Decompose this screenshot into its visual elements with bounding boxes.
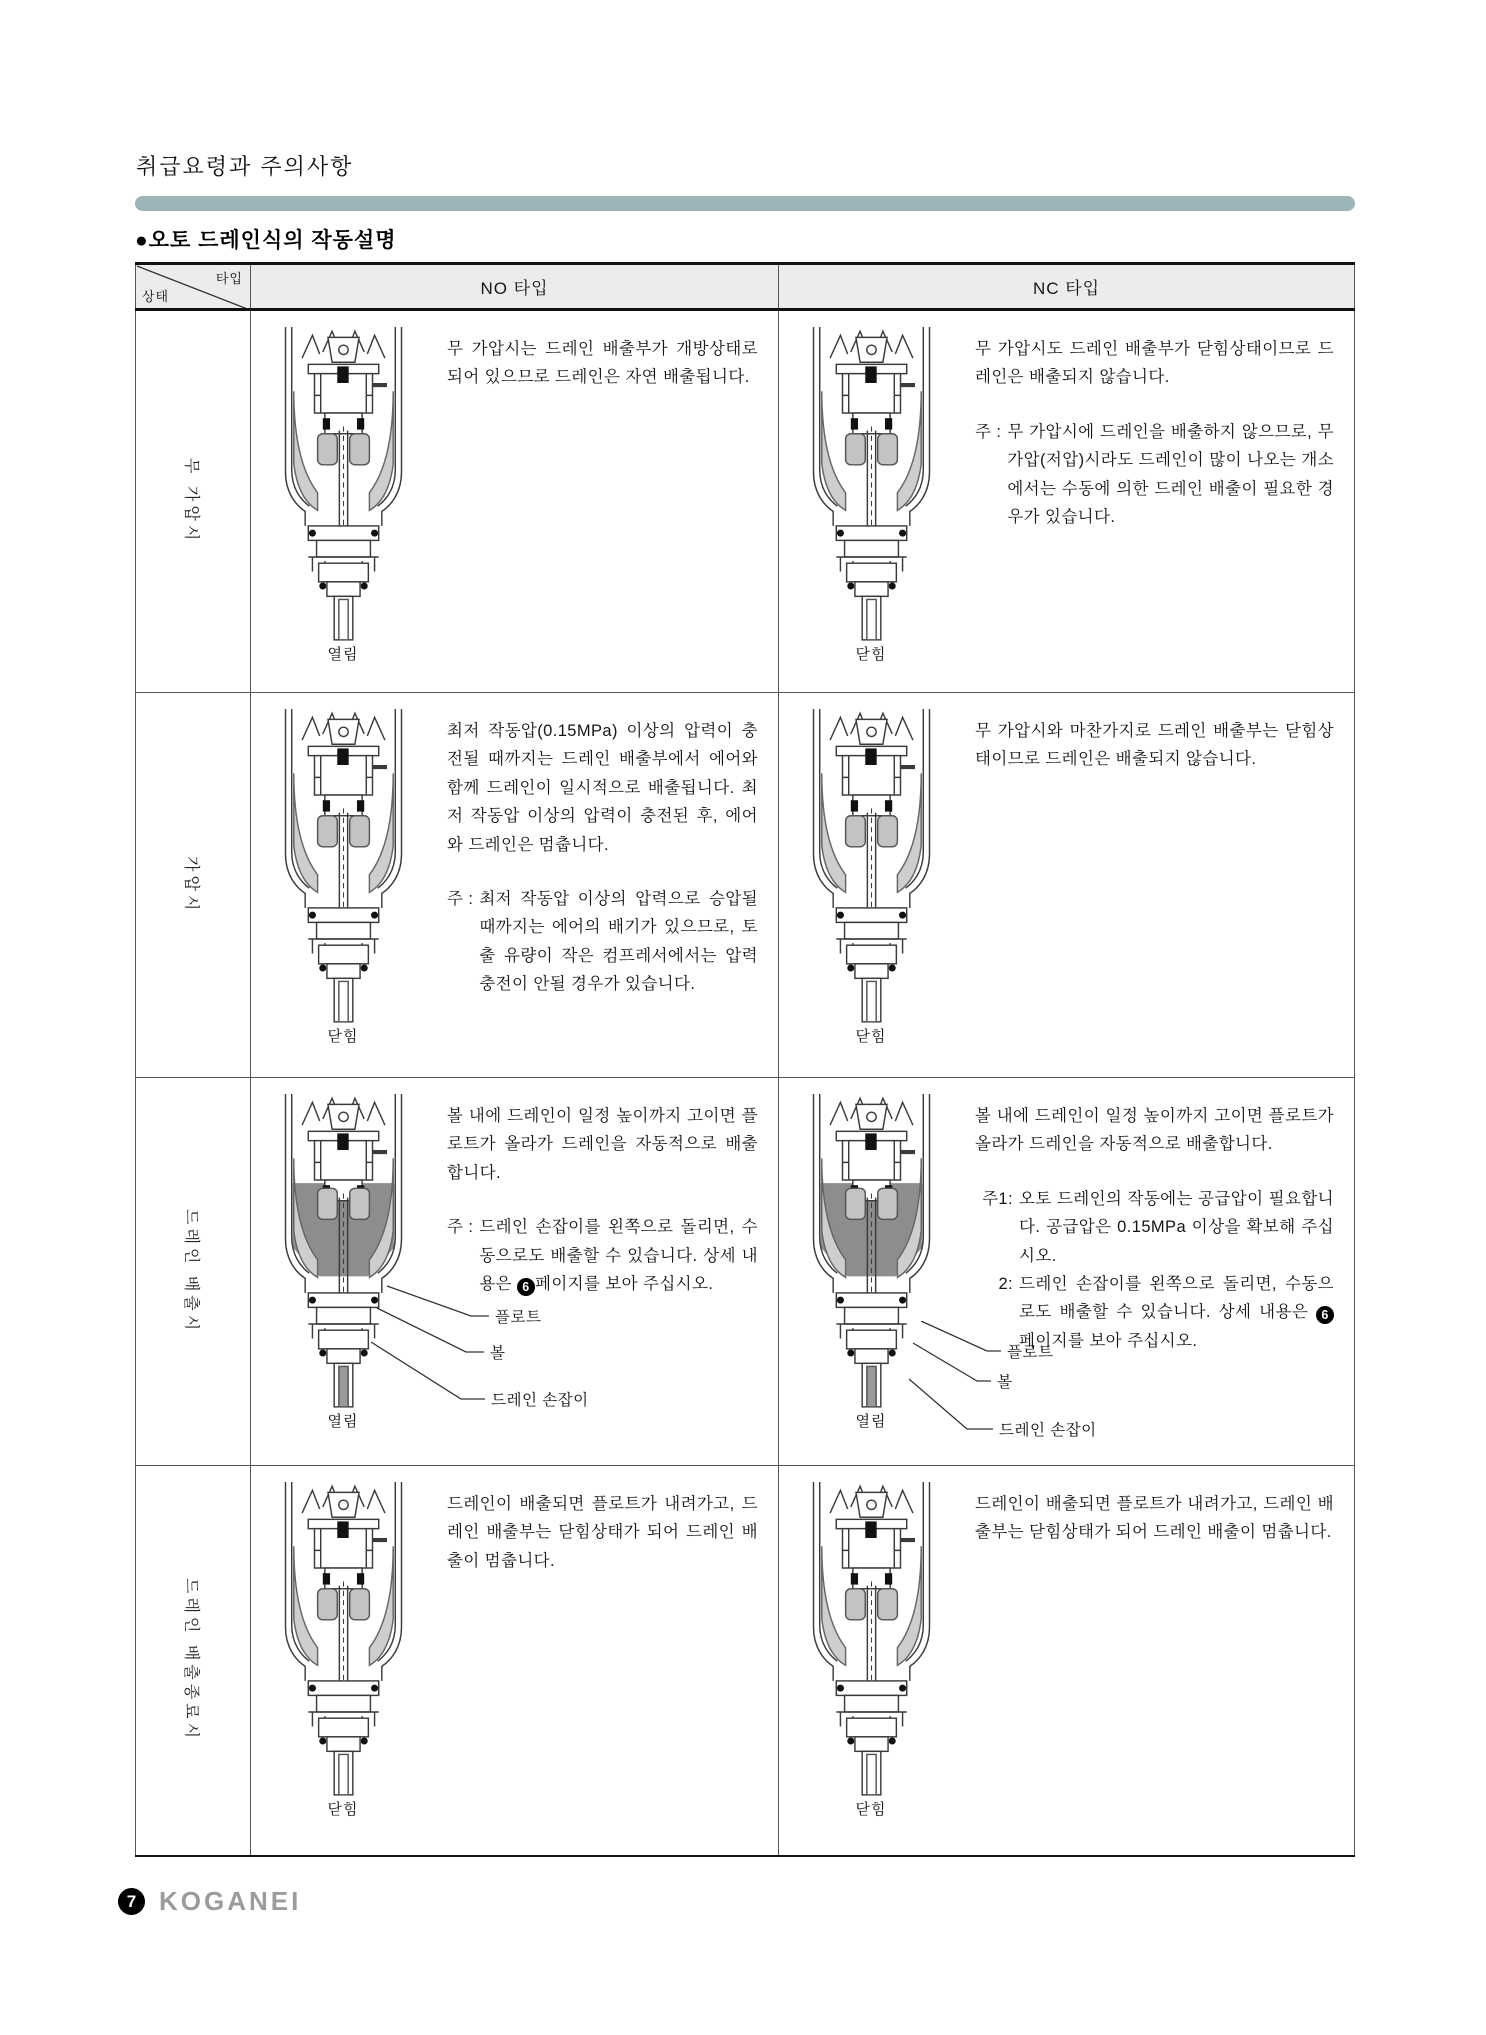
valve-state-caption: 닫힘 [327, 1801, 359, 1818]
table-row [135, 1466, 1355, 1855]
description-text: 무 가압시는 드레인 배출부가 개방상태로 되어 있으므로 드레인은 자연 배출됩니다. [447, 340, 758, 387]
row-state-cell [135, 311, 250, 692]
note-prefix: 주 : [447, 1218, 474, 1237]
drain-valve-diagram [791, 1094, 951, 1410]
drain-valve-diagram [263, 1482, 423, 1798]
cell-no-unpressurized [250, 311, 778, 692]
part-label-float: 플로트 [495, 1309, 542, 1326]
description-text: 드레인이 배출되면 플로트가 내려가고, 드레인 배출부는 닫힘상태가 되어 드레인 배출이 멈춥니다. [975, 1495, 1334, 1542]
column-header-no: NO 타입 [250, 265, 778, 308]
note-prefix: 주 : [447, 889, 474, 908]
note [975, 418, 1334, 532]
note-body: 무 가압시에 드레인을 배출하지 않으므로, 무 가압(저압)시라도 드레인이 많이 나오는 개소에서는 수동에 의한 드레인 배출이 필요한 경우가 있습니다. [1007, 422, 1334, 526]
page-ref-badge: 6 [1316, 1306, 1334, 1324]
part-label-drain-knob: 드레인 손잡이 [999, 1422, 1097, 1439]
corner-type-label: 타입 [215, 271, 243, 286]
cell-no-draining [250, 1078, 778, 1465]
valve-state-caption: 닫힘 [855, 1028, 887, 1045]
note-prefix: 주 : [975, 422, 1002, 441]
valve-state-caption: 닫힘 [855, 646, 887, 663]
note [447, 885, 758, 999]
section-title: ●오토 드레인식의 작동설명 [135, 229, 397, 252]
note-body: 최저 작동압 이상의 압력으로 승압될 때까지는 에어의 배기가 있으므로, 토출 유량이 작은 컴프레서에서는 압력 충전이 안될 경우가 있습니다. [479, 889, 758, 993]
part-label-drain-knob: 드레인 손잡이 [491, 1392, 589, 1409]
drain-valve-diagram [263, 709, 423, 1025]
note [447, 1213, 758, 1298]
valve-state-caption: 열림 [327, 1413, 359, 1430]
description-text: 무 가압시와 마찬가지로 드레인 배출부는 닫힘상태이므로 드레인은 배출되지 않습니다. [975, 722, 1334, 769]
corner-cell [135, 265, 250, 308]
description-text: 볼 내에 드레인이 일정 높이까지 고이면 플로트가 올라가 드레인을 자동적으로 배출합니다. [447, 1107, 758, 1182]
cell-no-drain-finished [250, 1466, 778, 1855]
corner-state-label: 상태 [142, 289, 170, 304]
note-prefix: 주1: [982, 1189, 1013, 1208]
description-text: 볼 내에 드레인이 일정 높이까지 고이면 플로트가 올라가 드레인을 자동적으로 배출합니다. [975, 1107, 1334, 1154]
part-label-bowl: 볼 [490, 1345, 506, 1362]
valve-state-caption: 열림 [327, 646, 359, 663]
table-header-row [135, 265, 1355, 311]
note-body-text: 페이지를 보아 주십시오. [534, 1274, 714, 1293]
cell-no-pressurized [250, 693, 778, 1077]
note [975, 1185, 1334, 1270]
page-footer [118, 1886, 301, 1917]
table-row [135, 1078, 1355, 1466]
description-text: 드레인이 배출되면 플로트가 내려가고, 드레인 배출부는 닫힘상태가 되어 드레인 배출이 멈춥니다. [447, 1495, 758, 1570]
drain-valve-diagram [791, 327, 951, 643]
note-prefix: 2: [998, 1274, 1013, 1293]
note [975, 1270, 1334, 1355]
row-state-cell [135, 693, 250, 1077]
page-number-badge: 7 [118, 1888, 145, 1915]
valve-state-caption: 열림 [855, 1413, 887, 1430]
row-state-label: 가압시 [182, 855, 200, 915]
row-state-cell [135, 1466, 250, 1855]
note-body: 오토 드레인의 작동에는 공급압이 필요합니다. 공급압은 0.15MPa 이상을 확보해 주십시오. [1019, 1189, 1334, 1265]
koganei-logo: KOGANEI [159, 1886, 302, 1916]
row-state-cell [135, 1078, 250, 1465]
description-text: 무 가압시도 드레인 배출부가 닫힘상태이므로 드레인은 배출되지 않습니다. [975, 340, 1334, 387]
note-body-text: 드레인 손잡이를 왼쪽으로 돌리면, 수동으로도 배출할 수 있습니다. 상세 내용은 [479, 1218, 758, 1293]
note-body-text: 페이지를 보아 주십시오. [1019, 1331, 1198, 1350]
valve-state-caption: 닫힘 [855, 1801, 887, 1818]
page-ref-badge: 6 [517, 1278, 535, 1296]
drain-valve-diagram [263, 327, 423, 643]
row-state-label: 무 가압시 [182, 458, 200, 545]
page-title: 취급요령과 주의사항 [136, 154, 354, 179]
table-row [135, 311, 1355, 693]
table-row [135, 693, 1355, 1078]
drain-valve-diagram [791, 709, 951, 1025]
note-body-text: 드레인 손잡이를 왼쪽으로 돌리면, 수동으로도 배출할 수 있습니다. 상세 내용은 [1019, 1274, 1334, 1322]
accent-bar [135, 196, 1355, 211]
part-label-bowl: 볼 [997, 1374, 1013, 1391]
row-state-label: 드레인 배출종료시 [182, 1578, 200, 1743]
drain-valve-diagram [791, 1482, 951, 1798]
cell-nc-pressurized [778, 693, 1355, 1077]
note-body [1019, 1270, 1334, 1355]
cell-nc-unpressurized [778, 311, 1355, 692]
drain-valve-diagram [263, 1094, 423, 1410]
part-label-float: 플로트 [1007, 1344, 1054, 1361]
valve-state-caption: 닫힘 [327, 1028, 359, 1045]
column-header-nc: NC 타입 [778, 265, 1355, 308]
note-body [479, 1213, 758, 1298]
description-text: 최저 작동압(0.15MPa) 이상의 압력이 충전될 때까지는 드레인 배출부에서 에어와 함께 드레인이 일시적으로 배출됩니다. 최저 작동압 이상의 압력이 충전된 후, 에어와 드레인은 멈춥니다. [447, 722, 758, 854]
operation-table [135, 262, 1355, 1857]
cell-nc-drain-finished [778, 1466, 1355, 1855]
cell-nc-draining [778, 1078, 1355, 1465]
row-state-label: 드레인 배출시 [182, 1208, 200, 1335]
